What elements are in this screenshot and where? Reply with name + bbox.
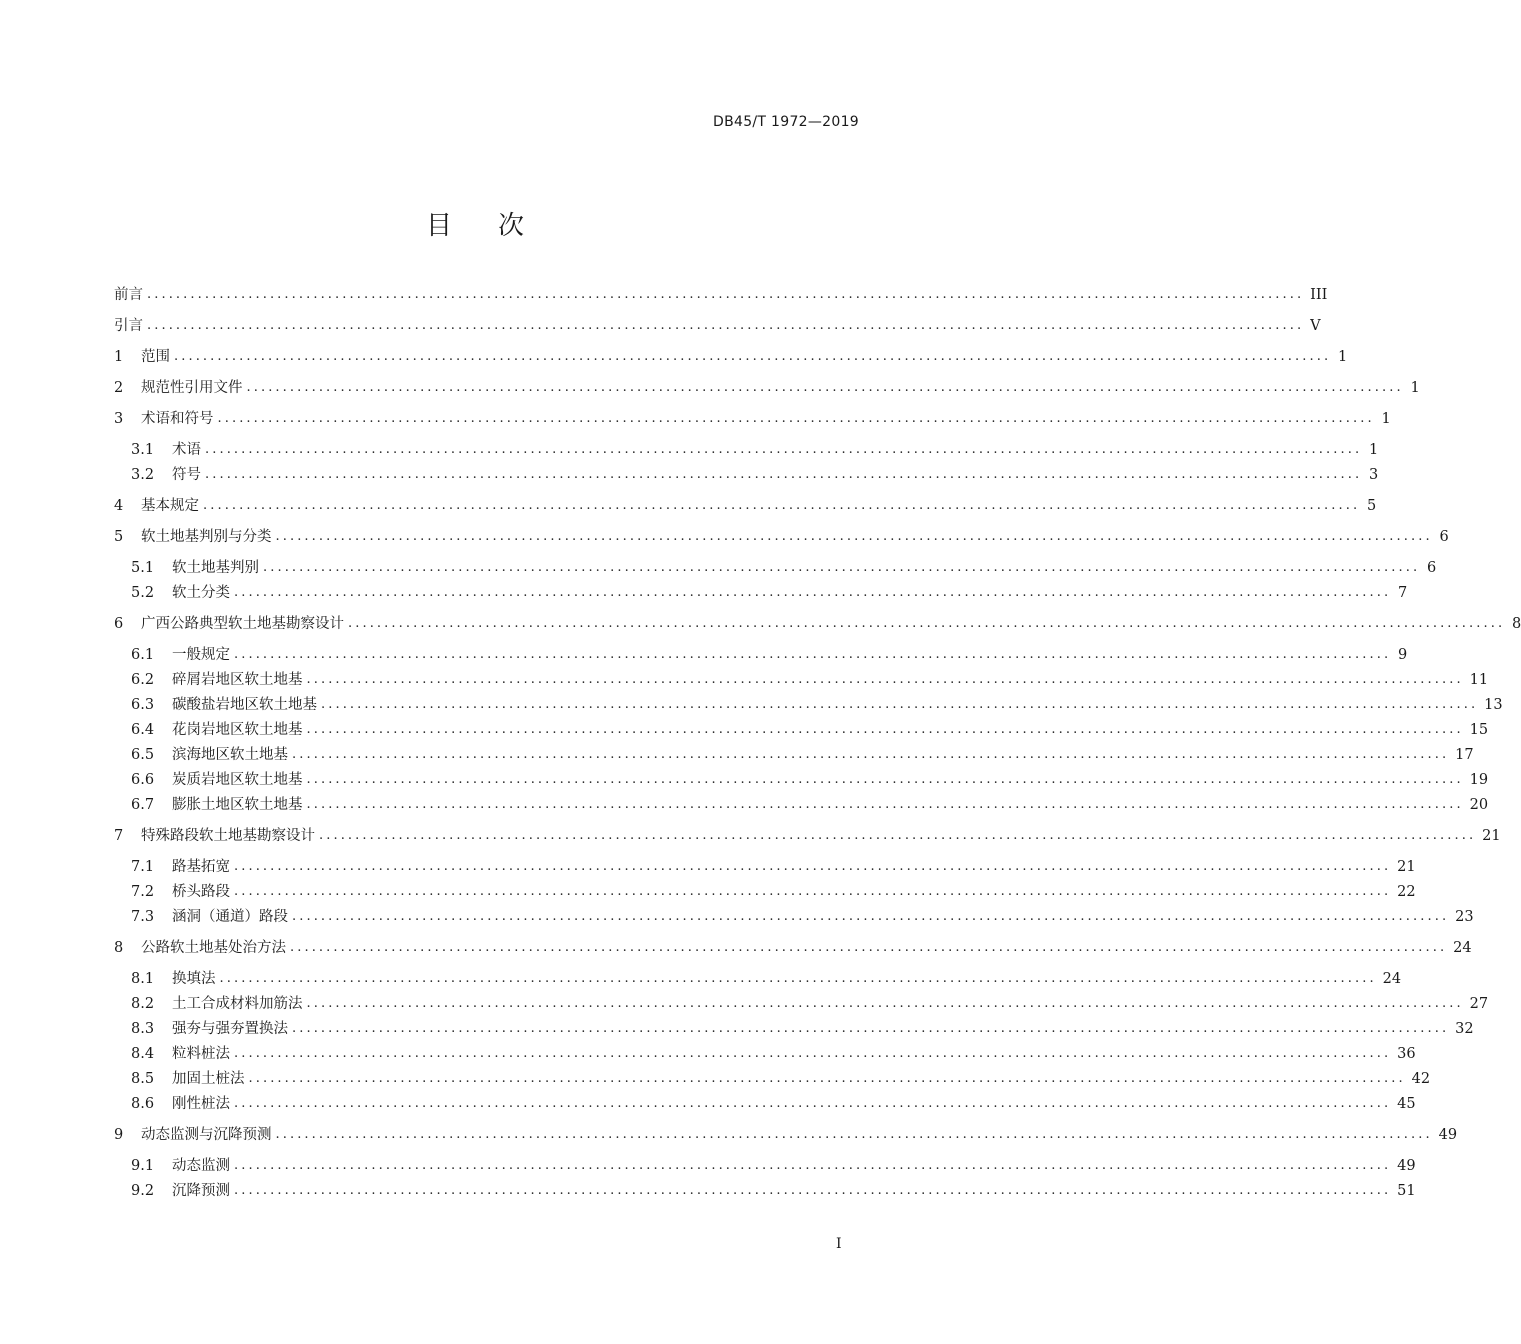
toc-leader-dots: ................................................................................................................................................................ (234, 1158, 1392, 1173)
toc-entry[interactable] (131, 1180, 1416, 1202)
toc-entry[interactable] (131, 1068, 1431, 1090)
toc-leader-dots: ................................................................................................................................................................ (246, 380, 1404, 395)
document-code: DB45/T 1972—2019 (713, 114, 859, 130)
toc-entry-number: 6.1 (131, 647, 155, 663)
toc-entry-page: 21 (1397, 859, 1416, 875)
toc-entry-number: 8.5 (131, 1071, 155, 1087)
toc-leader-dots: ................................................................................................................................................................ (234, 859, 1392, 874)
toc-leader-dots: ................................................................................................................................................................ (217, 411, 1375, 426)
toc-entry-label: 规范性引用文件 (141, 380, 243, 396)
toc-leader-dots: ................................................................................................................................................................ (275, 529, 1433, 544)
toc-entry-number: 9.1 (131, 1158, 155, 1174)
toc-leader-dots: ................................................................................................................................................................ (205, 442, 1363, 457)
toc-entry-page: 8 (1511, 616, 1521, 632)
toc-entry-label: 动态监测与沉降预测 (141, 1127, 272, 1143)
toc-leader-dots: ................................................................................................................................................................ (174, 349, 1332, 364)
toc-entry-label: 换填法 (172, 971, 216, 987)
toc-entry-number: 6.6 (131, 772, 155, 788)
toc-entry[interactable] (131, 856, 1416, 878)
toc-entry-label: 膨胀土地区软土地基 (172, 797, 303, 813)
toc-entry[interactable] (131, 744, 1474, 766)
toc-entry-label: 涵洞（通道）路段 (172, 909, 288, 925)
toc-entry-label: 特殊路段软土地基勘察设计 (141, 828, 315, 844)
toc-entry-number: 7.3 (131, 909, 155, 925)
toc-leader-dots: ................................................................................................................................................................ (306, 996, 1464, 1011)
toc-leader-dots: ................................................................................................................................................................ (205, 467, 1363, 482)
toc-entry[interactable] (131, 719, 1489, 741)
toc-entry[interactable] (131, 993, 1489, 1015)
toc-entry-label: 术语和符号 (141, 411, 214, 427)
toc-entry-page: 19 (1469, 772, 1489, 788)
toc-entry-number: 2 (114, 380, 124, 396)
toc-entry[interactable] (131, 464, 1379, 486)
toc-entry-label: 软土地基判别与分类 (141, 529, 272, 545)
toc-entry-number: 9.2 (131, 1183, 155, 1199)
toc-entry-number: 6.5 (131, 747, 155, 763)
toc-entry-page: 3 (1368, 467, 1379, 483)
toc-entry[interactable] (114, 346, 1348, 368)
toc-leader-dots: ................................................................................................................................................................ (234, 585, 1392, 600)
toc-entry[interactable] (131, 968, 1402, 990)
toc-entry-page: 7 (1397, 585, 1408, 601)
toc-leader-dots: ................................................................................................................................................................ (319, 828, 1477, 843)
toc-entry-number: 7.1 (131, 859, 155, 875)
toc-entry-page: 6 (1439, 529, 1449, 545)
toc-leader-dots: ................................................................................................................................................................ (306, 797, 1464, 812)
toc-entry-number: 3.2 (131, 467, 155, 483)
toc-leader-dots: ................................................................................................................................................................ (292, 747, 1450, 762)
toc-entry[interactable] (114, 495, 1377, 517)
toc-entry-label: 基本规定 (141, 498, 199, 514)
toc-entry-page: 49 (1397, 1158, 1416, 1174)
toc-entry-number: 3 (114, 411, 124, 427)
page-number: I (836, 1236, 842, 1252)
toc-entry-number: 8.2 (131, 996, 155, 1012)
toc-entry[interactable] (131, 881, 1416, 903)
toc-entry-label: 加固土桩法 (172, 1071, 245, 1087)
toc-entry-number: 5.1 (131, 560, 155, 576)
toc-entry[interactable] (131, 794, 1489, 816)
toc-entry-page: 9 (1397, 647, 1408, 663)
toc-entry-number: 7.2 (131, 884, 155, 900)
toc-entry-label: 动态监测 (172, 1158, 230, 1174)
toc-entry-number: 8 (114, 940, 124, 956)
toc-entry-page: 36 (1397, 1046, 1416, 1062)
toc-entry-page: 5 (1366, 498, 1377, 514)
toc-entry-number: 5 (114, 529, 124, 545)
toc-entry-page: 21 (1482, 828, 1501, 844)
toc-entry-page: 17 (1455, 747, 1474, 763)
toc-entry-label: 碎屑岩地区软土地基 (172, 672, 303, 688)
toc-entry[interactable] (114, 526, 1449, 548)
toc-entry[interactable] (131, 582, 1408, 604)
toc-entry-page: 6 (1426, 560, 1437, 576)
toc-entry-label: 范围 (141, 349, 170, 365)
toc-entry-number: 6.2 (131, 672, 155, 688)
toc-leader-dots: ................................................................................................................................................................ (203, 498, 1361, 513)
toc-leader-dots: ................................................................................................................................................................ (321, 697, 1479, 712)
toc-entry-label: 沉降预测 (172, 1183, 230, 1199)
toc-entry[interactable] (131, 1018, 1474, 1040)
toc-entry[interactable] (131, 769, 1489, 791)
toc-entry[interactable] (114, 377, 1420, 399)
toc-entry-page: 1 (1368, 442, 1379, 458)
toc-entry-page: 49 (1438, 1127, 1458, 1143)
toc-entry[interactable] (131, 557, 1437, 579)
toc-entry-label: 路基拓宽 (172, 859, 230, 875)
toc-entry-page: 23 (1455, 909, 1474, 925)
toc-leader-dots: ................................................................................................................................................................ (348, 616, 1506, 631)
toc-entry-number: 7 (114, 828, 124, 844)
toc-leader-dots: ................................................................................................................................................................ (234, 884, 1392, 899)
toc-entry[interactable] (114, 613, 1521, 635)
toc-entry-number: 6.3 (131, 697, 155, 713)
toc-entry-label: 广西公路典型软土地基勘察设计 (141, 616, 344, 632)
toc-entry-number: 8.3 (131, 1021, 155, 1037)
toc-leader-dots: ................................................................................................................................................................ (234, 1183, 1392, 1198)
toc-leader-dots: ................................................................................................................................................................ (290, 940, 1448, 955)
toc-entry-label: 碳酸盐岩地区软土地基 (172, 697, 317, 713)
toc-leader-dots: ................................................................................................................................................................ (263, 560, 1421, 575)
toc-entry-label: 桥头路段 (172, 884, 230, 900)
toc-entry[interactable] (131, 644, 1408, 666)
toc-entry-page: 27 (1469, 996, 1489, 1012)
toc-entry-label: 公路软土地基处治方法 (141, 940, 286, 956)
toc-entry-label: 符号 (172, 467, 201, 483)
toc-entry-label: 软土地基判别 (172, 560, 259, 576)
toc-entry-label: 引言 (114, 318, 143, 334)
toc-entry-number: 9 (114, 1127, 124, 1143)
toc-entry-number: 8.1 (131, 971, 155, 987)
toc-entry-label: 前言 (114, 287, 143, 303)
toc-entry-label: 刚性桩法 (172, 1096, 230, 1112)
toc-entry[interactable] (114, 1124, 1458, 1146)
toc-entry-page: 13 (1484, 697, 1503, 713)
toc-leader-dots: ................................................................................................................................................................ (234, 1096, 1392, 1111)
toc-entry[interactable] (114, 825, 1501, 847)
toc-entry-label: 强夯与强夯置换法 (172, 1021, 288, 1037)
toc-entry-page: 32 (1455, 1021, 1474, 1037)
toc-entry-label: 炭质岩地区软土地基 (172, 772, 303, 788)
toc-leader-dots: ................................................................................................................................................................ (234, 647, 1392, 662)
toc-entry-number: 4 (114, 498, 124, 514)
toc-entry-page: 15 (1469, 722, 1489, 738)
toc-entry[interactable] (114, 937, 1472, 959)
toc-entry-number: 6 (114, 616, 124, 632)
toc-entry-number: 8.6 (131, 1096, 155, 1112)
toc-entry-page: 45 (1397, 1096, 1416, 1112)
toc-entry[interactable] (131, 906, 1474, 928)
toc-entry-label: 一般规定 (172, 647, 230, 663)
toc-entry-page: 20 (1469, 797, 1489, 813)
toc-entry-label: 花岗岩地区软土地基 (172, 722, 303, 738)
toc-entry-page: 1 (1337, 349, 1348, 365)
toc-entry-number: 1 (114, 349, 124, 365)
toc-entry-number: 8.4 (131, 1046, 155, 1062)
toc-entry-page: III (1310, 287, 1328, 303)
toc-entry[interactable] (131, 1093, 1416, 1115)
toc-entry-page: 1 (1381, 411, 1391, 427)
toc-leader-dots: ................................................................................................................................................................ (147, 318, 1305, 333)
toc-entry-page: 42 (1411, 1071, 1431, 1087)
toc-entry-label: 软土分类 (172, 585, 230, 601)
toc-entry-number: 6.4 (131, 722, 155, 738)
toc-entry-number: 5.2 (131, 585, 155, 601)
toc-leader-dots: ................................................................................................................................................................ (306, 722, 1464, 737)
toc-entry[interactable] (131, 1155, 1416, 1177)
toc-entry-page: V (1310, 318, 1321, 334)
toc-leader-dots: ................................................................................................................................................................ (275, 1127, 1433, 1142)
toc-entry-page: 24 (1453, 940, 1472, 956)
toc-leader-dots: ................................................................................................................................................................ (248, 1071, 1406, 1086)
toc-entry[interactable] (131, 1043, 1416, 1065)
toc-entry-label: 术语 (172, 442, 201, 458)
toc-entry[interactable] (114, 315, 1321, 337)
toc-entry-number: 3.1 (131, 442, 155, 458)
toc-leader-dots: ................................................................................................................................................................ (219, 971, 1377, 986)
toc-entry-page: 1 (1410, 380, 1420, 396)
toc-entry-page: 11 (1469, 672, 1489, 688)
toc-leader-dots: ................................................................................................................................................................ (292, 909, 1450, 924)
toc-entry[interactable] (131, 694, 1503, 716)
toc-entry[interactable] (131, 439, 1379, 461)
toc-entry[interactable] (131, 669, 1489, 691)
toc-entry-label: 粒料桩法 (172, 1046, 230, 1062)
toc-leader-dots: ................................................................................................................................................................ (306, 772, 1464, 787)
toc-entry-page: 51 (1397, 1183, 1416, 1199)
toc-leader-dots: ................................................................................................................................................................ (306, 672, 1464, 687)
page-title: 目次 (425, 211, 570, 241)
toc-entry-label: 滨海地区软土地基 (172, 747, 288, 763)
toc-entry[interactable] (114, 284, 1328, 306)
toc-entry[interactable] (114, 408, 1391, 430)
toc-entry-label: 土工合成材料加筋法 (172, 996, 303, 1012)
toc-entry-page: 22 (1397, 884, 1416, 900)
toc-leader-dots: ................................................................................................................................................................ (292, 1021, 1450, 1036)
toc-leader-dots: ................................................................................................................................................................ (234, 1046, 1392, 1061)
toc-entry-number: 6.7 (131, 797, 155, 813)
toc-entry-page: 24 (1382, 971, 1402, 987)
toc-leader-dots: ................................................................................................................................................................ (147, 287, 1305, 302)
